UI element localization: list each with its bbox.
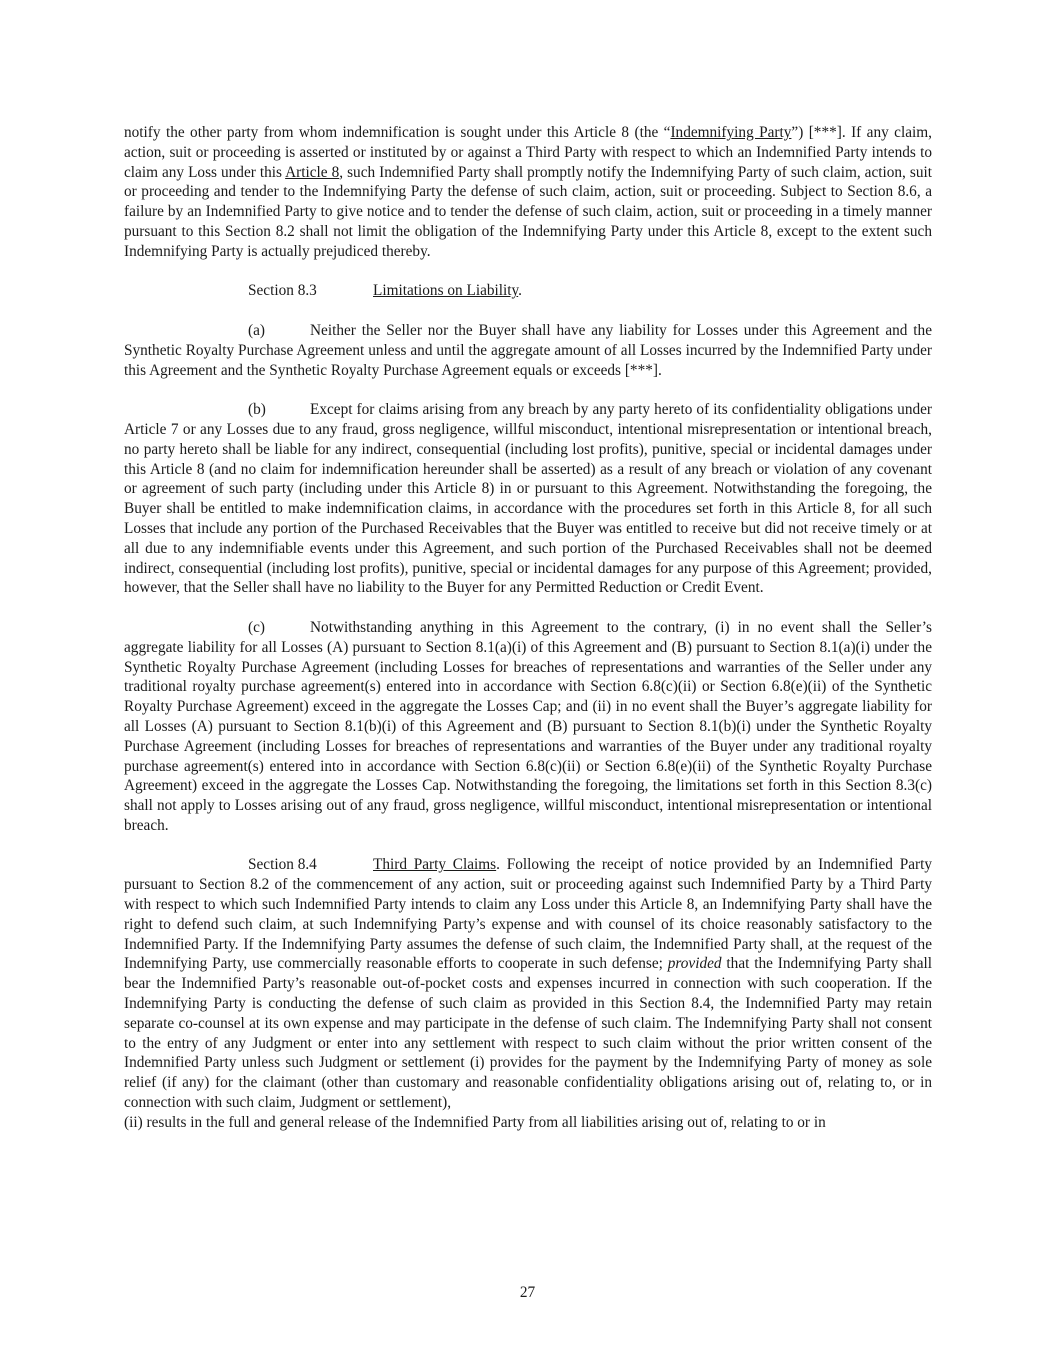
text: , such Indemnified Party shall promptly notify the Indemnifying Party of such claim, action, suit or proceeding and tender to the Indemnifying Party the defense of such claim, action, suit or proceeding. Subject to Section 8.6, a failure by an Indemnified Party to give notice and to tender the defense of such claim, action, suit or proceeding in a timely manner pursuant to this Section 8.2 shall not limit the obligation of the Indemnifying Party under this Article 8, except to the extent such Indemnifying Party is actually prejudiced thereby. (124, 163, 932, 260)
text: (ii) results in the full and general release of the Indemnified Party from all liabilities arising out of, relating to or in (124, 1113, 826, 1131)
paragraph-8-3-c (124, 618, 932, 836)
section-number: Section 8.4 (248, 856, 317, 874)
text: . Following the receipt of notice provided by an Indemnified Party pursuant to Section 8.2 of the commencement of any action, suit or proceeding against such Indemnified Party by a Third Party with respect to which such Indemnified Party intends to claim any Loss under this Article 8, an Indemnifying Party shall have the right to defend such claim, at such Indemnifying Party’s expense and with counsel of its choice reasonably satisfactory to the Indemnified Party. If the Indemnifying Party assumes the defense of such claim, the Indemnified Party shall, at the request of the Indemnifying Party, use commercially reasonable efforts to cooperate in such defense; (124, 856, 932, 973)
text: that the Indemnifying Party shall bear the Indemnified Party’s reasonable out-of-pocket costs and expenses incurred in connection with such cooperation. If the Indemnifying Party is conducting the defense of such claim as provided in this Section 8.4, the Indemnified Party may retain separate co-counsel at its own expense and may participate in the defense of such claim. The Indemnifying Party shall not consent to the entry of any Judgment or enter into any settlement with respect to such claim without the prior written consent of the Indemnified Party unless such Judgment or settlement (i) provides for the payment by the Indemnifying Party of money as sole relief (if any) for the claimant (other than customary and reasonable confidentiality obligations arising out of, relating to, or in connection with such claim, Judgment or settlement), (124, 955, 932, 1112)
italic-provided: provided (667, 955, 722, 973)
section-heading-8-3 (124, 281, 932, 301)
subsection-text: Neither the Seller nor the Buyer shall have any liability for Losses under this Agreement and the Synthetic Royalty Purchase Agreement unless and until the aggregate amount of all Losses incurred by the Indemnified Party under this Agreement and the Synthetic Royalty Purchase Agreement equals or exceeds [***]. (124, 321, 932, 379)
section-number: Section 8.3 (248, 282, 317, 300)
subsection-label: (a) (248, 321, 265, 339)
paragraph-8-3-a (124, 321, 932, 380)
section-title: Third Party Claims (373, 856, 497, 874)
section-title-period: . (518, 282, 522, 300)
reference-article-8: Article 8 (285, 163, 340, 181)
text: notify the other party from whom indemnification is sought under this Article 8 (the “ (124, 124, 671, 141)
page-number: 27 (519, 1284, 536, 1301)
text: ”) [***]. If any claim, action, suit or proceeding is asserted or instituted by or against a Third Party with respect to which an Indemnified Party intends to claim any Loss under this (124, 124, 932, 181)
section-title: Limitations on Liability (373, 282, 519, 300)
paragraph-section-8-4 (124, 855, 932, 1132)
document-page (124, 123, 932, 1133)
defined-term-indemnifying-party: Indemnifying Party (670, 124, 792, 141)
subsection-text: Except for claims arising from any breach by any party hereto of its confidentiality obligations under Article 7 or any Losses due to any fraud, gross negligence, willful misconduct, intentional misrepresentation or intentional breach, no party hereto shall be liable for any indirect, consequential (including lost profits), punitive, special or incidental damages under this Article 8 (and no claim for indemnification hereunder shall be asserted) as a result of any breach or violation of any covenant or agreement of such party (including under this Article 8) in or pursuant to this Agreement. Notwithstanding the foregoing, the Buyer shall be entitled to make indemnification claims, in accordance with the procedures set forth in this Article 8, for all such Losses that include any portion of the Purchased Receivables that the Buyer was entitled to receive but did not receive timely or at all due to any indemnifiable events under this Agreement, and such portion of the Purchased Receivables shall not be deemed indirect, consequential (including lost profits), punitive, special or incidental damages for any purpose of this Agreement; provided, however, that the Seller shall have no liability to the Buyer for any Permitted Reduction or Credit Event. (124, 401, 932, 597)
subsection-label: (c) (248, 618, 265, 636)
paragraph-indemnification-notice (124, 123, 932, 262)
paragraph-8-3-b (124, 400, 932, 598)
subsection-label: (b) (248, 401, 266, 419)
subsection-text: Notwithstanding anything in this Agreement to the contrary, (i) in no event shall the Seller’s aggregate liability for all Losses (A) pursuant to Section 8.1(a)(i) of this Agreement and (B) pursuant to Section 8.1(a)(i) under the Synthetic Royalty Purchase Agreement (including Losses for breaches of representations and warranties of the Seller under any traditional royalty purchase agreement(s) entered into in accordance with Section 6.8(c)(ii) or Section 6.8(e)(ii) of the Synthetic Royalty Purchase Agreement) exceed in the aggregate the Losses Cap; and (ii) in no event shall the Buyer’s aggregate liability for all Losses (A) pursuant to Section 8.1(b)(i) of this Agreement and (B) pursuant to Section 8.1(b)(i) under the Synthetic Royalty Purchase Agreement (including Losses for breaches of representations and warranties of the Buyer under any traditional royalty purchase agreement(s) entered into in accordance with Section 6.8(c)(ii) or Section 6.8(e)(ii) of the Synthetic Royalty Purchase Agreement) exceed in the aggregate the Losses Cap. Notwithstanding the foregoing, the limitations set forth in this Section 8.3(c) shall not apply to Losses arising out of any fraud, gross negligence, willful misconduct, intentional misrepresentation or intentional breach. (124, 618, 932, 834)
